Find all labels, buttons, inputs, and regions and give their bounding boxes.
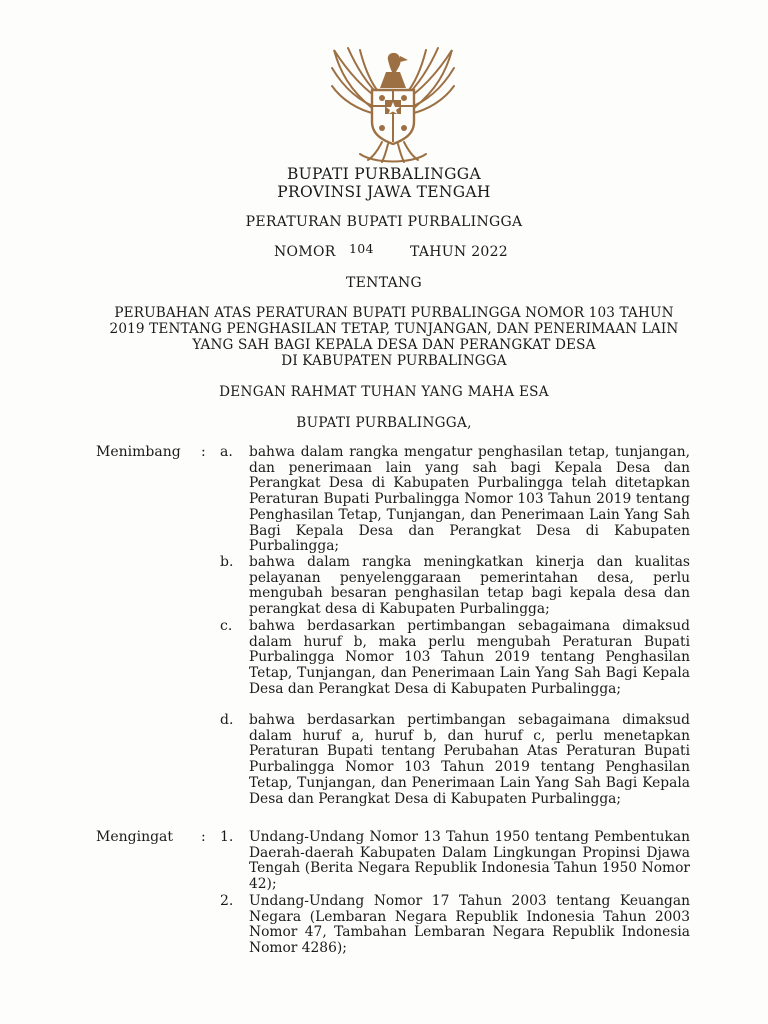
consideration-text: bahwa berdasarkan pertimbangan sebagaimana dimaksud dalam huruf b, maka perlu mengubah Peraturan Bupati Purbalingga Nomor 103 Tahun 2019 tentang Penghasilan Tetap, Tunjangan, dan Penerimaan Lain Yang Sah Bagi Kepala Desa dan Perangkat Desa di Kabupaten Purbalingga; <box>249 618 690 697</box>
consideration-marker: c. <box>220 618 233 634</box>
consideration-marker: d. <box>220 712 234 728</box>
enacting-authority: BUPATI PURBALINGGA, <box>296 415 472 431</box>
mengingat-colon: : <box>201 829 206 845</box>
consideration-marker: a. <box>220 444 233 460</box>
subject-line: YANG SAH BAGI KEPALA DESA DAN PERANGKAT DESA <box>192 337 596 353</box>
consideration-text: bahwa dalam rangka meningkatkan kinerja dan kualitas pelayanan penyelenggaraan pemerintahan desa, perlu mengubah besaran penghasilan tetap bagi kepala desa dan perangkat desa di Kabupaten Purbalingga; <box>249 554 690 618</box>
legal-basis-marker: 1. <box>220 829 234 845</box>
regent-title: BUPATI PURBALINGGA <box>286 165 481 183</box>
subject-line: 2019 TENTANG PENGHASILAN TETAP, TUNJANGAN, DAN PENERIMAAN LAIN <box>109 321 679 337</box>
mengingat-label: Mengingat <box>96 829 174 845</box>
menimbang-colon: : <box>201 444 206 460</box>
consideration-marker: b. <box>220 554 234 570</box>
regulation-number-row <box>0 241 768 264</box>
garuda-pancasila-emblem-icon <box>326 42 460 164</box>
legal-basis-marker: 2. <box>220 893 234 909</box>
nomor-label: NOMOR <box>274 244 336 260</box>
legal-basis-text: Undang-Undang Nomor 13 Tahun 1950 tentang Pembentukan Daerah-daerah Kabupaten Dalam Lingkungan Propinsi Djawa Tengah (Berita Negara Republik Indonesia Tahun 1950 Nomor 42); <box>249 829 690 893</box>
tahun-label: TAHUN 2022 <box>410 244 509 260</box>
consideration-text: bahwa berdasarkan pertimbangan sebagaimana dimaksud dalam huruf a, huruf b, dan huruf c, perlu menetapkan Peraturan Bupati tentang Perubahan Atas Peraturan Bupati Purbalingga Nomor 103 Tahun 2019 tentang Penghasilan Tetap, Tunjangan, dan Penerimaan Lain Yang Sah Bagi Kepala Desa dan Perangkat Desa di Kabupaten Purbalingga; <box>249 712 690 807</box>
regulation-subject <box>60 305 728 369</box>
consideration-text: bahwa dalam rangka mengatur penghasilan tetap, tunjangan, dan penerimaan lain yang sah bagi Kepala Desa dan Perangkat Desa di Kabupaten Purbalingga telah ditetapkan Peraturan Bupati Purbalingga Nomor 103 Tahun 2019 tentang Penghasilan Tetap, Tunjangan, dan Penerimaan Lain Yang Sah Bagi Kepala Desa dan Perangkat Desa di Kabupaten Purbalingga; <box>249 444 690 555</box>
subject-line: DI KABUPATEN PURBALINGGA <box>281 353 507 369</box>
nomor-value: 104 <box>349 241 374 256</box>
tentang-heading: TENTANG <box>345 275 423 291</box>
legal-basis-text: Undang-Undang Nomor 17 Tahun 2003 tentang Keuangan Negara (Lembaran Negara Republik Indonesia Tahun 2003 Nomor 47, Tambahan Lembaran Negara Republik Indonesia Nomor 4286); <box>249 893 690 957</box>
subject-line: PERUBAHAN ATAS PERATURAN BUPATI PURBALINGGA NOMOR 103 TAHUN <box>114 305 674 321</box>
invocation: DENGAN RAHMAT TUHAN YANG MAHA ESA <box>219 384 549 400</box>
menimbang-label: Menimbang <box>96 444 181 460</box>
province-title: PROVINSI JAWA TENGAH <box>277 183 491 201</box>
regulation-type: PERATURAN BUPATI PURBALINGGA <box>245 214 523 230</box>
